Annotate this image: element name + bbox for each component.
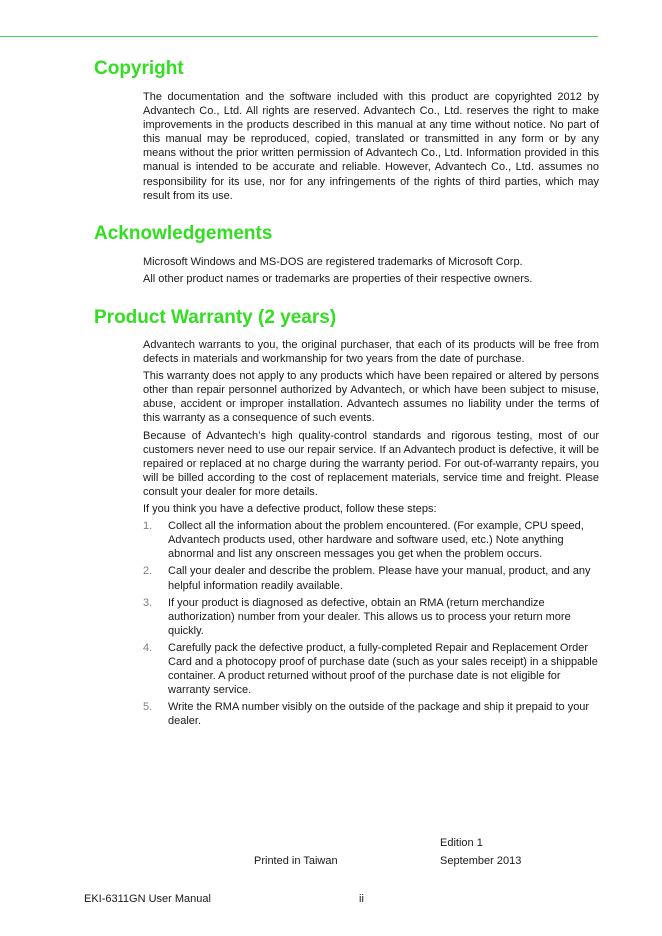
edition-label: Edition 1 — [440, 837, 483, 849]
step-text: Call your dealer and describe the problem. Please have your manual, product, and any helpful information readily available. — [168, 565, 591, 592]
warranty-step — [143, 641, 599, 697]
step-number: 3. — [143, 596, 153, 609]
warranty-step — [143, 564, 599, 592]
ack-paragraph-2: All other product names or trademarks are properties of their respective owners. — [143, 273, 533, 286]
printed-location: Printed in Taiwan — [254, 855, 338, 867]
step-number: 2. — [143, 565, 153, 578]
warranty-section — [143, 338, 599, 731]
warranty-step — [143, 519, 599, 561]
step-text: If your product is diagnosed as defective, obtain an RMA (return merchandize authorization) number from your dealer. This allows us to process your return more quickly. — [168, 596, 571, 637]
step-text: Write the RMA number visibly on the outside of the package and ship it prepaid to your dealer. — [168, 701, 590, 728]
warranty-paragraph-4: If you think you have a defective product, follow these steps: — [143, 503, 437, 516]
footer-page-number: ii — [359, 893, 364, 905]
copyright-heading: Copyright — [94, 58, 184, 79]
warranty-paragraph-1: Advantech warrants to you, the original purchaser, that each of its products will be free from defects in materials and workmanship for two years from the date of purchase. — [143, 339, 599, 366]
acknowledgements-heading: Acknowledgements — [94, 223, 273, 244]
warranty-steps-list — [143, 519, 599, 728]
step-text: Carefully pack the defective product, a fully-completed Repair and Replacement Order Card and a photocopy proof of purchase date (such as your sales receipt) in a shippable container. A product returned without proof of the purchase date is not eligible for warranty service. — [168, 641, 598, 697]
warranty-heading: Product Warranty (2 years) — [94, 307, 337, 328]
step-number: 1. — [143, 520, 153, 533]
step-text: Collect all the information about the problem encountered. (For example, CPU speed, Advantech products used, other hardware and software used, etc.) Note anything abnormal and list any onscreen messages you get when the problem occurs. — [168, 520, 584, 561]
warranty-step — [143, 700, 599, 728]
step-number: 4. — [143, 641, 153, 654]
copyright-section — [143, 90, 599, 206]
header-rule — [0, 36, 598, 37]
edition-date: September 2013 — [440, 855, 522, 867]
step-number: 5. — [143, 701, 153, 714]
ack-paragraph-1: Microsoft Windows and MS-DOS are registered trademarks of Microsoft Corp. — [143, 256, 523, 268]
footer-manual-title: EKI-6311GN User Manual — [84, 893, 211, 905]
warranty-paragraph-2: This warranty does not apply to any products which have been repaired or altered by persons other than repair personnel authorized by Advantech, or which have been subject to misuse, abuse, accident or improper installation. Advantech assumes no liability under the terms of this warranty as a consequence of such events. — [143, 370, 599, 425]
warranty-paragraph-3: Because of Advantech’s high quality-control standards and rigorous testing, most of our customers never need to use our repair service. If an Advantech product is defective, it will be repaired or replaced at no charge during the warranty period. For out-of-warranty repairs, you will be billed according to the cost of replacement materials, service time and freight. Please consult your dealer for more details. — [143, 429, 599, 498]
warranty-step — [143, 596, 599, 638]
acknowledgements-section — [143, 255, 599, 289]
copyright-paragraph: The documentation and the software included with this product are copyrighted 2012 by Advantech Co., Ltd. All rights are reserved. Advantech Co., Ltd. reserves the right to make improvements in the products described in this manual at any time without notice. No part of this manual may be reproduced, copied, translated or transmitted in any form or by any means without the prior written permission of Advantech Co., Ltd. Information provided in this manual is intended to be accurate and reliable. However, Advantech Co., Ltd. assumes no responsibility for its use, nor for any infringements of the rights of third parties, which may result from its use. — [143, 91, 599, 202]
